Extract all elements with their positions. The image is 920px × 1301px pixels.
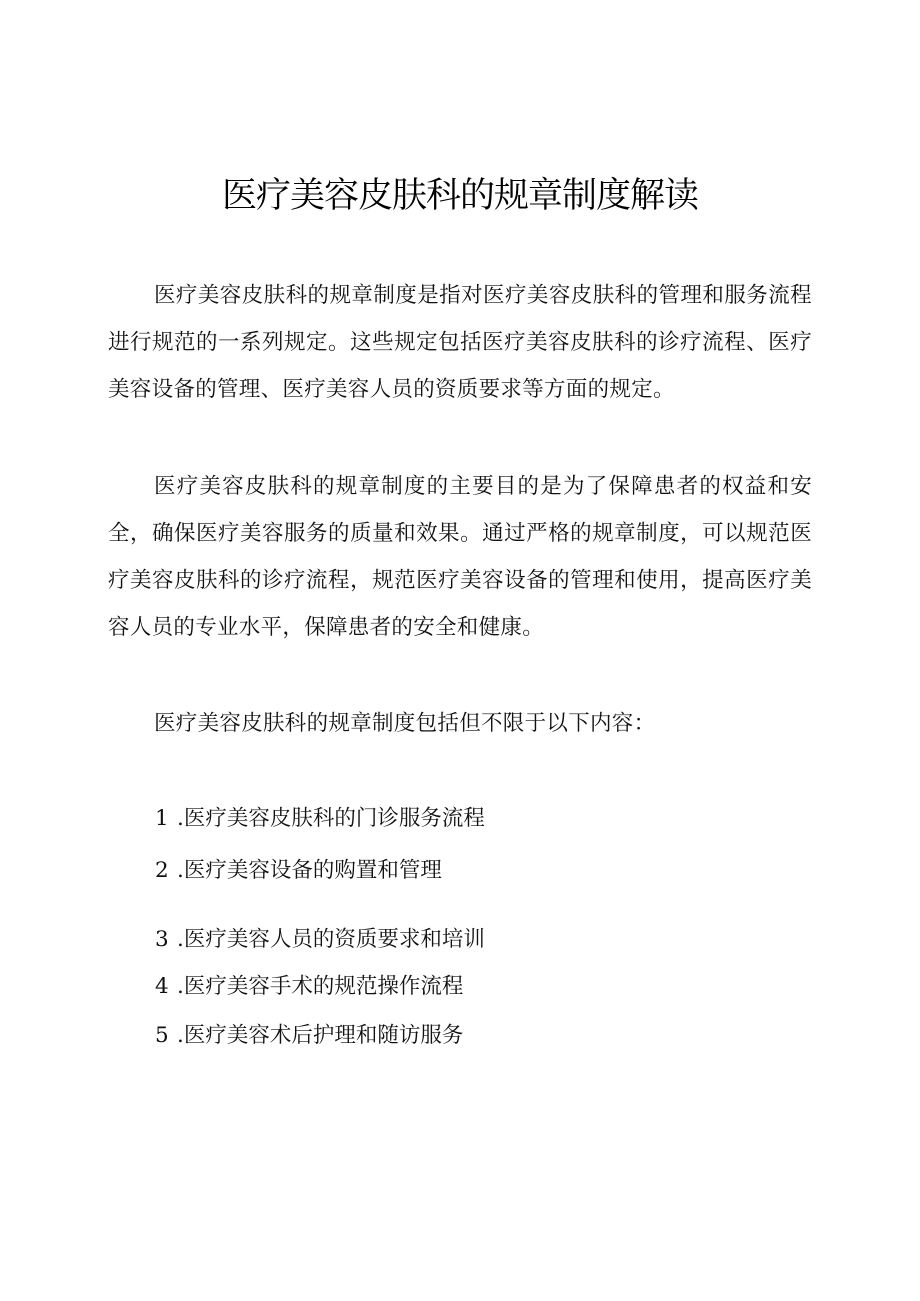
list-item-number: 3 bbox=[155, 927, 169, 952]
list-item-number: 4 bbox=[155, 974, 169, 999]
list-item-text: .医疗美容人员的资质要求和培训 bbox=[177, 927, 485, 952]
list-item bbox=[155, 1020, 463, 1052]
list-item-number: 2 bbox=[155, 858, 169, 883]
paragraph-purpose: 医疗美容皮肤科的规章制度的主要目的是为了保障患者的权益和安全，确保医疗美容服务的质量和效果。通过严格的规章制度，可以规范医疗美容皮肤科的诊疗流程，规范医疗美容设备的管理和使用，提高医疗美容人员的专业水平，保障患者的安全和健康。 bbox=[108, 474, 812, 640]
list-item bbox=[155, 924, 485, 956]
list-item-text: .医疗美容皮肤科的门诊服务流程 bbox=[177, 806, 485, 831]
list-item bbox=[155, 971, 463, 1003]
document-title: 医疗美容皮肤科的规章制度解读 bbox=[221, 176, 698, 216]
paragraph-list-intro: 医疗美容皮肤科的规章制度包括但不限于以下内容： bbox=[154, 711, 656, 736]
list-item-text: .医疗美容术后护理和随访服务 bbox=[177, 1023, 464, 1048]
list-item-number: 5 bbox=[155, 1023, 169, 1048]
list-item-text: .医疗美容手术的规范操作流程 bbox=[177, 974, 464, 999]
paragraph-definition: 医疗美容皮肤科的规章制度是指对医疗美容皮肤科的管理和服务流程进行规范的一系列规定。这些规定包括医疗美容皮肤科的诊疗流程、医疗美容设备的管理、医疗美容人员的资质要求等方面的规定。 bbox=[108, 283, 812, 402]
list-item-number: 1 bbox=[155, 806, 169, 831]
list-item bbox=[155, 803, 485, 835]
list-item bbox=[155, 855, 442, 887]
list-item-text: .医疗美容设备的购置和管理 bbox=[177, 858, 442, 883]
